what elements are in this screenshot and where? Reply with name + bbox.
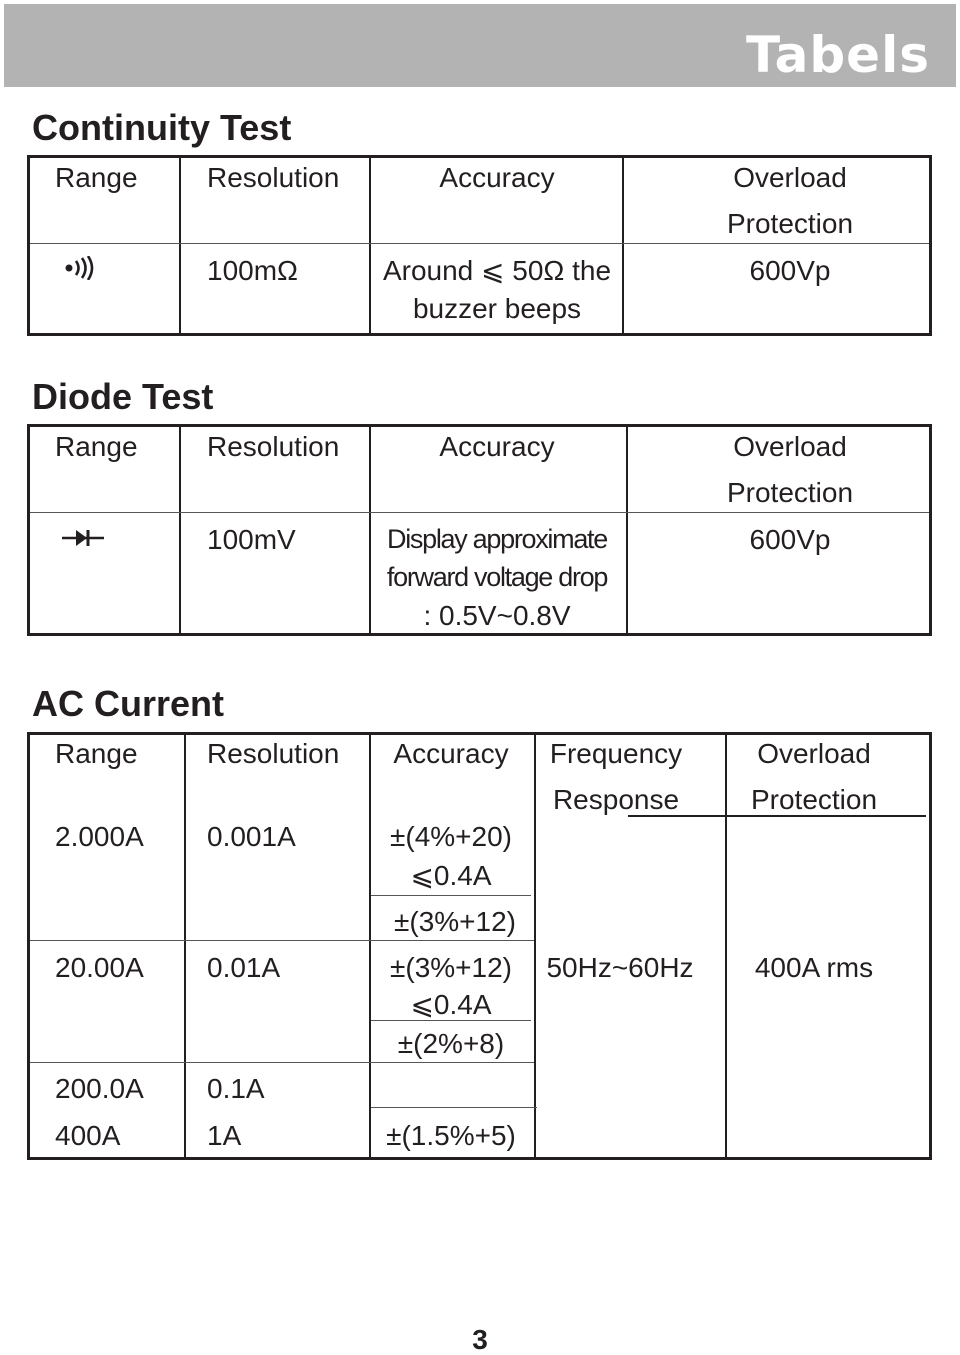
diode-icon bbox=[62, 528, 104, 548]
ac-header-range: Range bbox=[55, 738, 138, 769]
continuity-header-resolution: Resolution bbox=[207, 162, 340, 193]
diode-col-divider bbox=[179, 424, 181, 636]
ac-row-resolution: 0.1A bbox=[207, 1073, 265, 1104]
diode-accuracy-line1: Display approximate bbox=[387, 524, 607, 554]
ac-header-response: Response bbox=[552, 784, 680, 815]
ac-row-range: 400A bbox=[55, 1120, 121, 1151]
ac-header-resolution: Resolution bbox=[207, 738, 340, 769]
ac-row-resolution: 0.001A bbox=[207, 821, 296, 852]
continuity-header-overload: Overload bbox=[733, 162, 847, 193]
ac-col-divider bbox=[184, 732, 186, 1160]
ac-header-accuracy: Accuracy bbox=[393, 738, 509, 769]
ac-row-resolution: 0.01A bbox=[207, 952, 281, 983]
ac-header-overload: Overload bbox=[757, 738, 871, 769]
diode-header-overload: Overload bbox=[733, 431, 847, 462]
ac-row-accuracy-threshold: ⩽0.4A bbox=[410, 860, 492, 891]
ac-frequency-response-value: 50Hz~60Hz bbox=[546, 952, 694, 983]
buzzer-sound-icon bbox=[64, 256, 96, 280]
diode-col-divider bbox=[626, 424, 628, 636]
ac-header-frequency: Frequency bbox=[549, 738, 683, 769]
continuity-col-divider bbox=[369, 155, 371, 336]
diode-header-accuracy: Accuracy bbox=[439, 431, 555, 462]
ac-row-divider bbox=[30, 940, 534, 941]
page-number: 3 bbox=[472, 1324, 488, 1355]
diode-col-divider bbox=[369, 424, 371, 636]
ac-row-accuracy-threshold: ⩽0.4A bbox=[410, 989, 492, 1020]
ac-row-accuracy: ±(3%+12) bbox=[390, 952, 512, 983]
ac-row-accuracy: ±(4%+20) bbox=[390, 821, 512, 852]
continuity-header-protection: Protection bbox=[726, 208, 854, 239]
ac-row-divider bbox=[30, 1062, 534, 1063]
continuity-row-divider bbox=[30, 243, 929, 244]
ac-row-range: 20.00A bbox=[55, 952, 144, 983]
ac-accuracy-subdivider bbox=[371, 895, 531, 896]
diode-accuracy-line2: forward voltage drop bbox=[386, 562, 608, 592]
ac-current-title: AC Current bbox=[32, 683, 225, 724]
continuity-col-divider bbox=[622, 155, 624, 336]
ac-accuracy-subdivider bbox=[371, 1107, 537, 1108]
ac-row-range: 200.0A bbox=[55, 1073, 144, 1104]
continuity-header-accuracy: Accuracy bbox=[439, 162, 555, 193]
diode-header-range: Range bbox=[55, 431, 138, 462]
continuity-accuracy-line1: Around ⩽ 50Ω the bbox=[382, 255, 612, 286]
ac-col-divider bbox=[369, 732, 371, 1160]
diode-resolution: 100mV bbox=[207, 524, 296, 555]
ac-accuracy-subdivider bbox=[371, 1020, 531, 1021]
continuity-accuracy-line2: buzzer beeps bbox=[412, 293, 582, 324]
continuity-resolution: 100mΩ bbox=[207, 255, 298, 286]
diode-test-title: Diode Test bbox=[32, 376, 214, 417]
ac-header-divider bbox=[628, 815, 926, 817]
ac-row-range: 2.000A bbox=[55, 821, 144, 852]
continuity-test-title: Continuity Test bbox=[32, 107, 292, 148]
diode-row-divider bbox=[30, 512, 929, 513]
ac-row-accuracy: ±(1.5%+5) bbox=[386, 1120, 516, 1151]
ac-col-divider bbox=[725, 732, 727, 1160]
ac-overload-protection-value: 400A rms bbox=[754, 952, 874, 983]
continuity-col-divider bbox=[179, 155, 181, 336]
diode-overload-value: 600Vp bbox=[749, 524, 831, 555]
continuity-header-range: Range bbox=[55, 162, 138, 193]
diode-accuracy-line3: : 0.5V~0.8V bbox=[423, 600, 571, 631]
diode-header-resolution: Resolution bbox=[207, 431, 340, 462]
ac-row-accuracy: ±(2%+8) bbox=[397, 1028, 505, 1059]
diode-header-protection: Protection bbox=[726, 477, 854, 508]
page-header-title: Tabels bbox=[745, 26, 930, 84]
ac-header-protection: Protection bbox=[750, 784, 878, 815]
ac-row-resolution: 1A bbox=[207, 1120, 242, 1151]
continuity-overload-value: 600Vp bbox=[749, 255, 831, 286]
ac-col-divider bbox=[534, 732, 536, 1160]
ac-row-accuracy: ±(3%+12) bbox=[394, 906, 516, 937]
